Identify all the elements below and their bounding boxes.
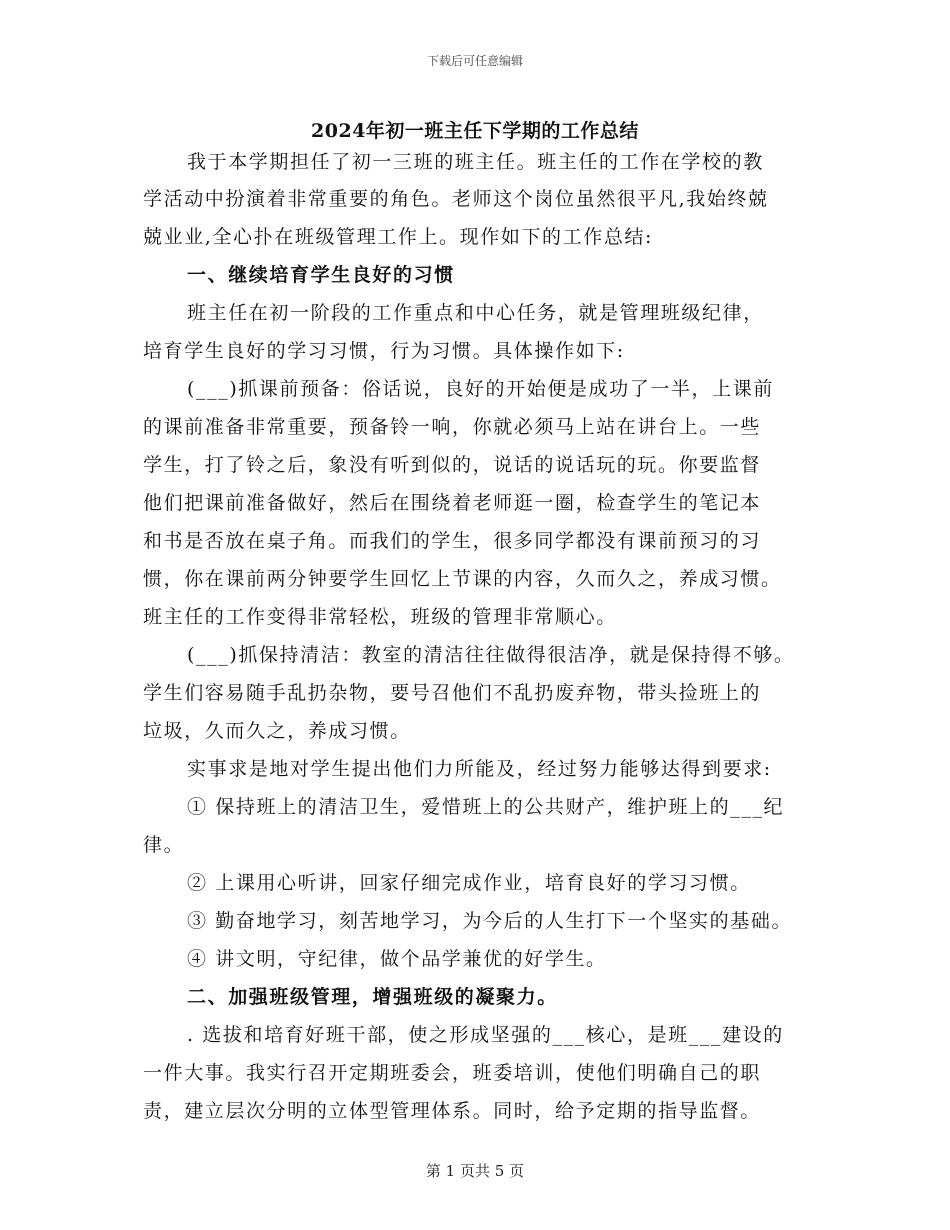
paragraph-line: (___)抓课前预备：俗话说，良好的开始便是成功了一半，上课前 [187, 378, 774, 400]
paragraph-line: 惯，你在课前两分钟要学生回忆上节课的内容，久而久之，养成习惯。 [143, 568, 782, 590]
paragraph-line: 兢业业,全心扑在班级管理工作上。现作如下的工作总结: [143, 226, 654, 248]
download-note: 下载后可任意编辑 [426, 54, 523, 68]
document-title: 2024年初一班主任下学期的工作总结 [311, 120, 639, 142]
list-item: ② 上课用心听讲，回家仔细完成作业，培育良好的学习习惯。 [187, 872, 751, 894]
paragraph-line: 一件大事。我实行召开定期班委会，班委培训，使他们明确自己的职 [143, 1062, 762, 1084]
paragraph-line: 学生，打了铃之后，象没有听到似的，说话的说话玩的玩。你要监督 [143, 454, 762, 476]
paragraph-line: 我于本学期担任了初一三班的班主任。班主任的工作在学校的教 [187, 151, 764, 173]
list-item: 律。 [143, 834, 185, 856]
section-heading: 二、加强班级管理，增强班级的凝聚力。 [187, 986, 558, 1008]
paragraph-line: . 选拔和培育好班干部，使之形成坚强的___核心，是班___建设的 [187, 1024, 784, 1046]
paragraph-line: 培育学生良好的学习习惯，行为习惯。具体操作如下: [143, 340, 625, 362]
page-number: 第 1 页共 5 页 [425, 1162, 525, 1180]
paragraph-line: 实事求是地对学生提出他们力所能及，经过努力能够达得到要求: [187, 758, 772, 780]
paragraph-line: 他们把课前准备做好，然后在围绕着老师逛一圈，检查学生的笔记本 [143, 492, 762, 514]
paragraph-line: 班主任的工作变得非常轻松，班级的管理非常顺心。 [143, 606, 617, 628]
paragraph-line: 和书是否放在桌子角。而我们的学生，很多同学都没有课前预习的习 [143, 530, 762, 552]
paragraph-line: (___)抓保持清洁：教室的清洁往往做得很洁净，就是保持得不够。 [187, 644, 795, 666]
section-heading: 一、继续培育学生良好的习惯 [187, 264, 455, 286]
paragraph-line: 班主任在初一阶段的工作重点和中心任务，就是管理班级纪律， [187, 302, 764, 324]
paragraph-line: 责，建立层次分明的立体型管理体系。同时，给予定期的指导监督。 [143, 1100, 762, 1122]
paragraph-line: 的课前准备非常重要，预备铃一响，你就必须马上站在讲台上。一些 [143, 416, 762, 438]
list-item: ① 保持班上的清洁卫生，爱惜班上的公共财产，维护班上的___纪 [187, 796, 785, 818]
paragraph-line: 学生们容易随手乱扔杂物，要号召他们不乱扔废弃物，带头捡班上的 [143, 682, 762, 704]
paragraph-line: 垃圾，久而久之，养成习惯。 [143, 720, 411, 742]
paragraph-line: 学活动中扮演着非常重要的角色。老师这个岗位虽然很平凡,我始终兢 [143, 188, 769, 210]
list-item: ④ 讲文明，守纪律，做个品学兼优的好学生。 [187, 948, 607, 970]
list-item: ③ 勤奋地学习，刻苦地学习，为今后的人生打下一个坚实的基础。 [187, 910, 793, 932]
